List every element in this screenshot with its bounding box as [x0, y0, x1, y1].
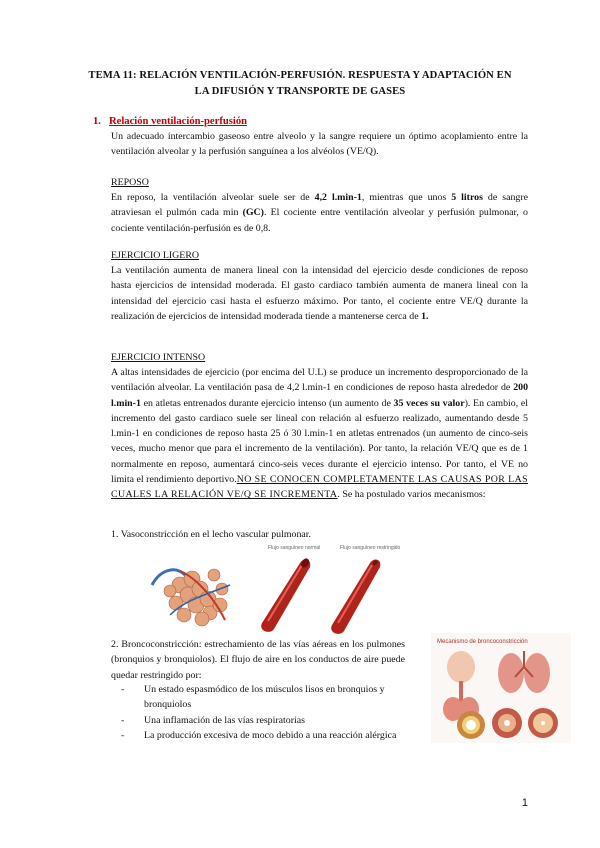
text: ). En cambio, el incremento del gasto cardiaco suele ser lineal con relación al esfuerzo realizado, aumentando desde 5 l.min-1 en condiciones de reposo hasta 25 ó 30 l.min-1 en atletas entrenados (un aumento de cinco-seis veces, mucho menor que para el incremento de la ventilación). Por tanto, la relación VE/Q que es de 1 normalmente en reposo, aumentará cinco-seis veces durante el ejercicio intenso. Por tanto, el VE no limita el rendimiento deportivo. — [111, 397, 528, 486]
label-normal-flow: Flujo sanguíneo normal — [268, 545, 321, 551]
mechanism-2: 2. Broncoconstricción: estrechamiento de las vías aéreas en los pulmones (bronquios y bronquiolos). El flujo de aire en los conductos de aire puede quedar restringido por: — [111, 639, 405, 681]
bullet-dash: - — [121, 684, 125, 695]
section-number: 1. — [93, 116, 101, 127]
text: A altas intensidades de ejercicio (por encima del U.L) se produce un incremento desproporcionado de la ventilación alveolar. La ventilación pasa de 4,2 l.min-1 en condiciones de reposo hasta alrededor de — [111, 367, 528, 394]
mechanism-2-list — [111, 682, 431, 743]
intenso-heading: EJERCICIO INTENSO — [111, 352, 206, 363]
vasoconstriction-figure — [150, 545, 401, 635]
intenso-paragraph — [111, 365, 528, 503]
bronchoconstriction-figure — [431, 633, 571, 743]
value-ratio: 1. — [421, 310, 429, 322]
figure-title: Mecanismo de broncoconstricción — [437, 639, 528, 645]
ligero-paragraph — [111, 263, 528, 324]
reposo-heading: REPOSO — [111, 177, 149, 188]
list-item — [111, 713, 431, 728]
section-heading — [93, 116, 247, 127]
label-restricted-flow: Flujo sanguíneo restringido — [340, 545, 401, 551]
reposo-paragraph — [111, 190, 528, 236]
list-item — [111, 728, 431, 743]
list-item-text: La producción excesiva de moco debido a una reacción alérgica — [144, 729, 397, 741]
title-line-1: TEMA 11: RELACIÓN VENTILACIÓN-PERFUSIÓN. RESPUESTA Y ADAPTACIÓN EN — [88, 70, 512, 81]
text: , mientras que unos — [361, 192, 452, 203]
value-increase: 35 veces su valor — [393, 397, 465, 409]
causes-statement: NO SE CONOCEN COMPLETAMENTE LAS CAUSAS POR LAS CUALES LA RELACIÓN VE/Q SE INCREMENTA — [111, 474, 528, 501]
list-item-text: Un estado espasmódico de los músculos lisos en bronquios y bronquiolos — [144, 684, 385, 711]
bullet-dash: - — [121, 714, 125, 726]
alveoli-illustration — [152, 569, 230, 626]
section-label: Relación ventilación-perfusión — [109, 116, 248, 127]
document-title — [70, 68, 530, 100]
text: En reposo, la ventilación alveolar suele ser de — [111, 192, 315, 203]
ligero-heading: EJERCICIO LIGERO — [111, 250, 200, 261]
value-ventilation-max: 200 l.min-1 — [111, 382, 528, 409]
airway-cross-sections — [457, 708, 558, 739]
list-item — [111, 682, 431, 713]
page-number: 1 — [521, 797, 528, 809]
vessel-restricted — [331, 545, 400, 634]
mechanism-1: 1. Vasoconstricción en el lecho vascular pulmonar. — [111, 529, 311, 540]
intro-paragraph: Un adecuado intercambio gaseoso entre alveolo y la sangre requiere un óptimo acoplamiento entre la ventilación alveolar y la perfusión sanguínea a los alvéolos (VE/Q). — [111, 131, 528, 158]
list-item-text: Una inflamación de las vías respiratorias — [144, 714, 305, 726]
text: La ventilación aumenta de manera lineal con la intensidad del ejercicio desde condiciones de reposo hasta ejercicios de intensidad moderada. El gasto cardiaco también aumenta de manera lineal con la intensidad del ejercicio casi hasta el esfuerzo máximo. Por tanto, el cociente entre VE/Q durante la realización de ejercicios de intensidad moderada tiende a mantenerse cerca de — [111, 265, 528, 322]
text: . El cociente entre ventilación alveolar y perfusión pulmonar, o cociente ventilación-perfusión es de 0,8. — [111, 207, 528, 234]
text: en atletas entrenados durante ejercicio intenso (un aumento de — [140, 397, 394, 409]
value-gc: (GC) — [242, 207, 264, 219]
text: . Se ha postulado varios mecanismos: — [337, 489, 486, 501]
vessel-normal — [261, 545, 320, 632]
value-blood: 5 litros — [451, 192, 483, 203]
value-ventilation: 4,2 l.min-1 — [314, 192, 362, 203]
bullet-dash: - — [121, 729, 125, 741]
text: de sangre atraviesan el pulmón cada min — [111, 192, 529, 219]
title-line-2: LA DIFUSIÓN Y TRANSPORTE DE GASES — [194, 86, 406, 97]
